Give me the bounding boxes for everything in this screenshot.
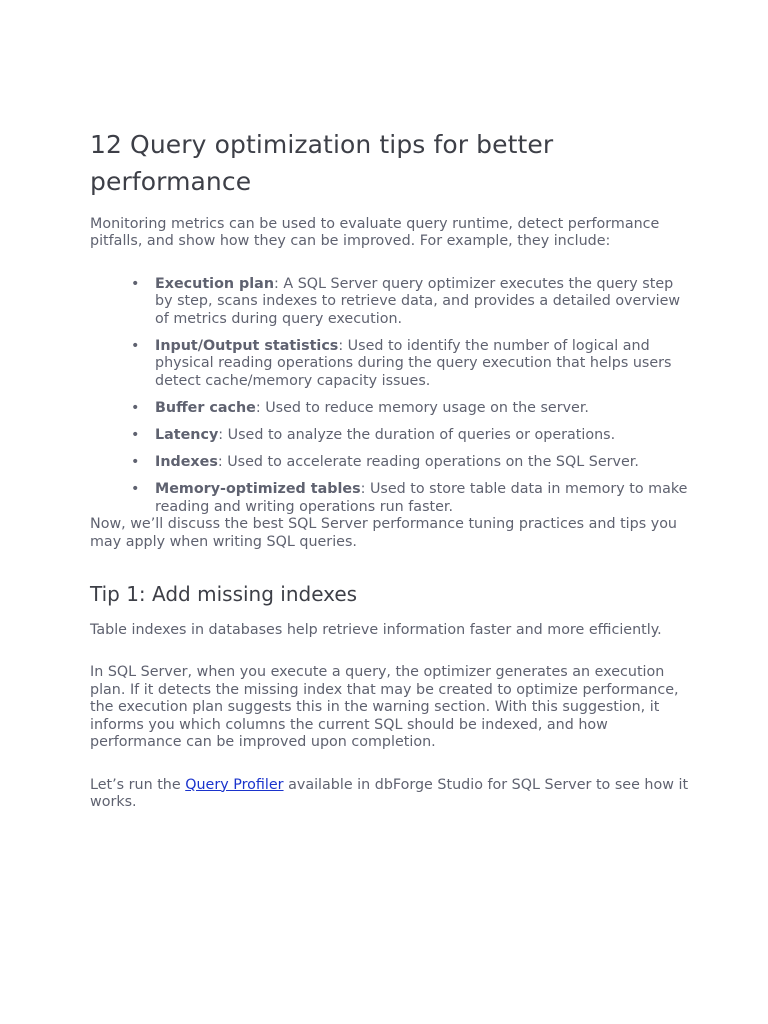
tip-1-paragraph-2: In SQL Server, when you execute a query, the optimizer generates an execution plan. If it detects the missing index that may be created to optimize performance, the execution plan suggests this in the warning section. With this suggestion, it informs you which columns the current SQL should be indexed, and how performance can be improved upon completion. (90, 664, 679, 751)
list-item (131, 337, 690, 390)
bullet-icon: • (131, 481, 140, 498)
list-item (131, 454, 690, 471)
metric-term: Input/Output statistics (155, 337, 339, 354)
metric-term: Memory-optimized tables (155, 481, 361, 498)
list-item (131, 399, 690, 417)
metric-description: : Used to identify the number of logical and physical reading operations during the query execution that helps users detect cache/memory capacity issues. (155, 337, 672, 389)
metric-description: : A SQL Server query optimizer executes the query step by step, scans indexes to retrieve data, and provides a detailed overview of metrics during query execution. (155, 275, 681, 327)
list-item (131, 427, 690, 444)
intro-paragraph: Monitoring metrics can be used to evaluate query runtime, detect performance pitfalls, and show how they can be improved. For example, they include: (90, 216, 660, 250)
metric-term: Buffer cache (155, 399, 256, 416)
paragraph-text-after-link: available in dbForge Studio for SQL Server to see how it works. (90, 776, 689, 810)
metrics-list (90, 276, 690, 516)
tip-1-paragraph-3 (90, 777, 690, 812)
metric-term: Execution plan (155, 275, 275, 292)
paragraph-text-before-link: Let’s run the (90, 776, 186, 793)
transition-paragraph: Now, we’ll discuss the best SQL Server performance tuning practices and tips you may apply when writing SQL queries. (90, 516, 677, 550)
page-title: 12 Query optimization tips for better performance (90, 130, 554, 196)
bullet-icon: • (131, 275, 140, 292)
tip-1-paragraph-1: Table indexes in databases help retrieve information faster and more efficiently. (90, 622, 662, 639)
bullet-icon: • (131, 337, 140, 354)
metric-description: : Used to analyze the duration of queries or operations. (218, 427, 616, 444)
metric-term: Latency (155, 427, 219, 444)
list-item (131, 275, 690, 328)
bullet-icon: • (131, 427, 140, 444)
bullet-icon: • (131, 399, 140, 416)
bullet-icon: • (131, 454, 140, 471)
metric-description: : Used to store table data in memory to make reading and writing operations run faster. (155, 481, 688, 515)
section-heading-tip-1: Tip 1: Add missing indexes (90, 582, 358, 607)
article (90, 126, 690, 811)
list-item (131, 481, 690, 516)
query-profiler-link[interactable]: Query Profiler (185, 776, 284, 793)
metric-description: : Used to reduce memory usage on the server. (255, 399, 589, 416)
metric-term: Indexes (155, 454, 218, 471)
metric-description: : Used to accelerate reading operations on the SQL Server. (217, 454, 639, 471)
